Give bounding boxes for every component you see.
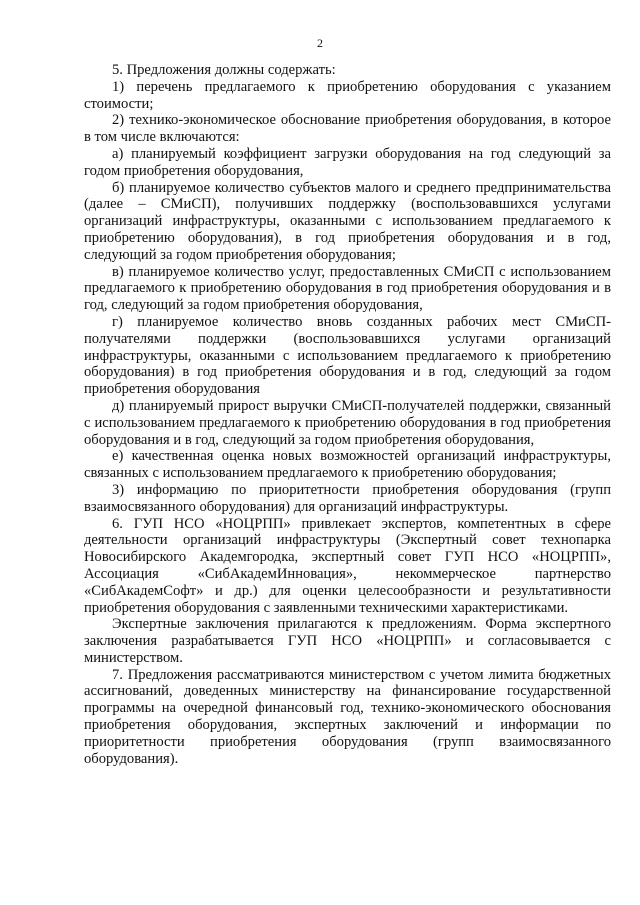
paragraph: 5. Предложения должны содержать: xyxy=(112,62,336,78)
paragraph: 1) перечень предлагаемого к приобретению оборудования с указанием стоимости; xyxy=(84,78,611,112)
paragraph: б) планируемое количество субъектов малого и среднего предпринимательства (далее – СМиСП), получивших поддержку (воспользовавшихся услугами организаций инфраструктуры, оказанными с использованием предлагаемого к приобретению оборудования), в год приобретения оборудования и в год, следующий за годом приобретения оборудования; xyxy=(84,179,611,263)
paragraph: Экспертные заключения прилагаются к предложениям. Форма экспертного заключения разрабатывается ГУП НСО «НОЦРПП» и согласовывается с министерством. xyxy=(84,616,611,666)
paragraph: 6. ГУП НСО «НОЦРПП» привлекает экспертов, компетентных в сфере деятельности организаций инфраструктуры (Экспертный совет технопарка Новосибирского Академгородка, экспертный совет ГУП НСО «НОЦРПП», Ассоциация «СибАкадемИнновация», некоммерческое партнерство «СибАкадемСофт» и др.) для оценки целесообразности и результативности приобретения оборудования с заявленными техническими характеристиками. xyxy=(84,515,611,616)
paragraph: в) планируемое количество услуг, предоставленных СМиСП с использованием предлагаемого к приобретению оборудования в год приобретения оборудования и в год, следующий за годом приобретения оборудования, xyxy=(84,263,611,314)
document-body xyxy=(84,62,611,767)
paragraph: 3) информацию по приоритетности приобретения оборудования (групп взаимосвязанного оборудования) для организаций инфраструктуры. xyxy=(84,481,611,515)
paragraph: е) качественная оценка новых возможностей организаций инфраструктуры, связанных с использованием предлагаемого к приобретению оборудования; xyxy=(84,448,611,482)
paragraph: а) планируемый коэффициент загрузки оборудования на год следующий за годом приобретения оборудования, xyxy=(84,145,611,179)
page-number: 2 xyxy=(317,36,323,50)
paragraph: 7. Предложения рассматриваются министерством с учетом лимита бюджетных ассигнований, доведенных министерству на финансирование государственной программы на очередной финансовый год, технико-экономического обоснования приобретения оборудования, экспертных заключений и информации по приоритетности приобретения оборудования (групп взаимосвязанного оборудования). xyxy=(84,666,611,767)
paragraph: 2) технико-экономическое обоснование приобретения оборудования, в которое в том числе включаются: xyxy=(84,112,611,146)
paragraph: д) планируемый прирост выручки СМиСП-получателей поддержки, связанный с использованием предлагаемого к приобретению оборудования в год приобретения оборудования и в год, следующий за годом приобретения оборудования, xyxy=(84,397,611,448)
paragraph: г) планируемое количество вновь созданных рабочих мест СМиСП-получателями поддержки (воспользовавшихся услугами организаций инфраструктуры, оказанными с использованием предлагаемого к приобретению оборудования) в год приобретения оборудования и в год, следующий за годом приобретения оборудования xyxy=(84,313,611,398)
